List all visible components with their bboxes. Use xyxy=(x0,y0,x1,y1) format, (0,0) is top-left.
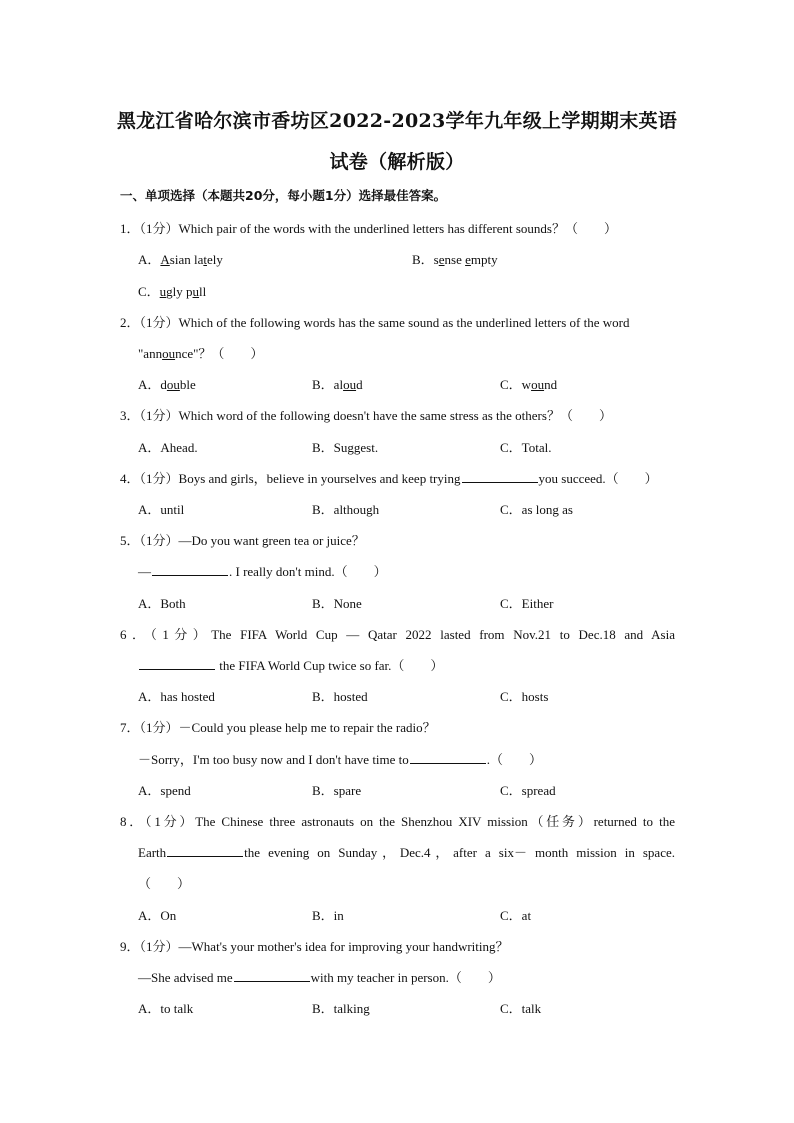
option-c[interactable]: C．hosts xyxy=(500,689,549,704)
document-title-line1: 黑龙江省哈尔滨市香坊区2022-2023学年九年级上学期期末英语 xyxy=(116,110,678,132)
underlined-letters: u xyxy=(159,284,167,299)
answer-parentheses: （ ） xyxy=(138,876,191,891)
option-c[interactable]: C．Either xyxy=(500,596,554,611)
question-text: Which of the following words has the same sound as the underlined letters of the word xyxy=(178,315,630,330)
option-c[interactable]: C．wound xyxy=(500,377,558,392)
answer-blank[interactable] xyxy=(462,470,538,483)
question-score: （1分） xyxy=(139,408,179,423)
option-c[interactable]: C．talk xyxy=(500,1001,542,1016)
exam-page: 黑龙江省哈尔滨市香坊区2022-2023学年九年级上学期期末英语 试卷（解析版） 一、单项选择（本题共20分，每小题1分）选择最佳答案。 1．（1分）Which pair of the words with the underlined letters has different sounds？（ ） A．Asian lately B．sense empty C．ugly pull 2．（1分）Which of the following words has the same sound as the underlined letters of the word "announce"？（ ） A．double B．aloud C．wound 3．（1分）Which word of the following doesn't have the same stress as the others？（ ） A．Ahead. B．Suggest. C．Total. 4．（1分）Boys and girls，believe in yourselves and keep trying you succeed.（ ） A．until B．although C．as long as 5．（1分）—Do you want green tea or juice？ — . I really don't mind.（ ） A．Both B．None C．Either 6．（1分）The FIFA World Cup — Qatar 2022 lasted from Nov.21 to Dec.18 and Asia the FIFA World Cup twice so far.（ ） A．has hosted B．hosted C．hosts 7．（1分）－Could you please help me to repair the radio？ －Sorry，I'm too busy now and I don't have time to .（ ） A．spend B．spare C．spread 8．（1分）The Chinese three astronauts on the Shenzhou XIV mission（任务）returned to the Earth the evening on Sunday，Dec.4，after a six－ month mission in space. （ ） A．On B．in C．at 9．（1分）—What's your mother's idea for improving your handwriting？ —She advised me with my teacher in person.（ ） A．to talk B．talking C．talk xyxy=(0,0,794,1123)
option-a[interactable]: A．Asian lately xyxy=(138,252,223,267)
underlined-letters: A xyxy=(160,252,170,267)
answer-blank[interactable] xyxy=(410,751,486,764)
option-a[interactable]: A．until xyxy=(138,502,185,517)
underlined-letters: e xyxy=(465,252,471,267)
option-a[interactable]: A．On xyxy=(138,908,177,923)
option-b[interactable]: B．None xyxy=(312,596,362,611)
question-score: （1分） xyxy=(139,221,179,236)
option-a[interactable]: A．double xyxy=(138,377,196,392)
option-c[interactable]: C．as long as xyxy=(500,502,573,517)
option-b[interactable]: B．hosted xyxy=(312,689,368,704)
underlined-letters: ou xyxy=(162,346,176,361)
question-text: The FIFA World Cup — Qatar 2022 lasted from Nov.21 to Dec.18 and Asia xyxy=(211,627,675,642)
question-number: 9． xyxy=(120,939,140,954)
answer-blank[interactable] xyxy=(167,844,243,857)
question-score: （1分） xyxy=(139,471,179,486)
option-b[interactable]: B．aloud xyxy=(312,377,363,392)
question-number: 7． xyxy=(120,720,140,735)
underlined-letters: t xyxy=(203,252,207,267)
section-heading: 一、单项选择（本题共20分，每小题1分）选择最佳答案。 xyxy=(120,188,447,203)
question-text: Which word of the following doesn't have the same stress as the others？（ ） xyxy=(178,408,612,423)
question-score: （1分） xyxy=(150,627,212,642)
underlined-letters: ou xyxy=(166,377,180,392)
document-title-line2: 试卷（解析版） xyxy=(329,151,465,173)
option-b[interactable]: B．in xyxy=(312,908,344,923)
option-a[interactable]: A．to talk xyxy=(138,1001,194,1016)
option-b[interactable]: B．Suggest. xyxy=(312,440,379,455)
option-b[interactable]: B．although xyxy=(312,502,380,517)
option-c[interactable]: C．at xyxy=(500,908,532,923)
option-b[interactable]: B．sense empty xyxy=(412,252,498,267)
question-text: －Could you please help me to repair the radio？ xyxy=(178,720,436,735)
option-a[interactable]: A．spend xyxy=(138,783,191,798)
question-number: 4． xyxy=(120,471,140,486)
option-a[interactable]: A．Both xyxy=(138,596,186,611)
answer-blank[interactable] xyxy=(152,563,228,576)
question-text: —What's your mother's idea for improving your handwriting？ xyxy=(178,939,509,954)
option-c[interactable]: C．Total. xyxy=(500,440,552,455)
underlined-letters: ou xyxy=(531,377,545,392)
option-b[interactable]: B．spare xyxy=(312,783,362,798)
question-score: （1分） xyxy=(139,720,179,735)
question-number: 3． xyxy=(120,408,140,423)
option-a[interactable]: A．Ahead. xyxy=(138,440,198,455)
question-text: —Do you want green tea or juice？ xyxy=(178,533,365,548)
underlined-letters: u xyxy=(192,284,200,299)
option-a[interactable]: A．has hosted xyxy=(138,689,215,704)
question-score: （1分） xyxy=(145,814,196,829)
question-text: The Chinese three astronauts on the Shenzhou XIV mission（任务）returned to the xyxy=(195,814,675,829)
underlined-letters: e xyxy=(438,252,445,267)
underlined-letters: ou xyxy=(343,377,357,392)
question-text: Boys and girls，believe in yourselves and keep trying xyxy=(178,471,461,486)
question-number: 8． xyxy=(120,814,146,829)
answer-blank[interactable] xyxy=(139,657,215,670)
question-score: （1分） xyxy=(139,939,179,954)
question-score: （1分） xyxy=(139,533,179,548)
question-number: 5． xyxy=(120,533,140,548)
question-text: Which pair of the words with the underlined letters has different sounds？（ ） xyxy=(178,221,617,236)
question-number: 2． xyxy=(120,315,140,330)
option-b[interactable]: B．talking xyxy=(312,1001,370,1016)
option-c[interactable]: C．spread xyxy=(500,783,556,798)
option-c[interactable]: C．ugly pull xyxy=(138,284,207,299)
answer-blank[interactable] xyxy=(234,969,310,982)
question-number: 6． xyxy=(120,627,151,642)
question-number: 1． xyxy=(120,221,140,236)
question-score: （1分） xyxy=(139,315,179,330)
